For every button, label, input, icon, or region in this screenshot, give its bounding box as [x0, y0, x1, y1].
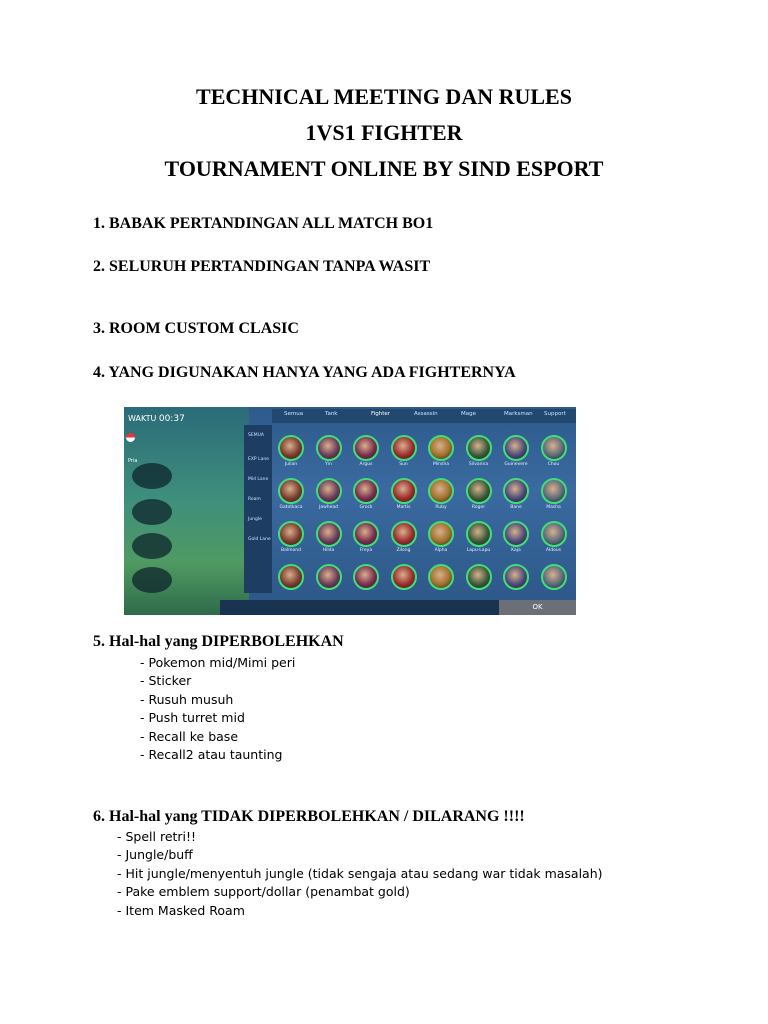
hero-portrait[interactable]	[428, 564, 454, 590]
hero-portrait[interactable]	[503, 435, 529, 461]
role-tab[interactable]: Tank	[325, 411, 338, 417]
hero-portrait[interactable]	[466, 435, 492, 461]
lane-filter[interactable]: EXP Lane	[248, 457, 269, 462]
rule-3: 3. ROOM CUSTOM CLASIC	[93, 320, 299, 337]
hero-name: Julian	[284, 462, 298, 467]
hero-name: Ruby	[435, 505, 447, 510]
list-item: - Item Masked Roam	[117, 902, 245, 918]
hero-name: Martis	[396, 505, 411, 510]
hero-portrait[interactable]	[503, 564, 529, 590]
hero-portrait[interactable]	[316, 478, 342, 504]
hero-name: Aldous	[545, 548, 562, 553]
hero-name: Hilda	[322, 548, 335, 553]
role-tab[interactable]: Support	[544, 411, 566, 417]
role-tab[interactable]: Marksman	[504, 411, 533, 417]
list-item: - Recall ke base	[140, 728, 239, 744]
player-name: Pria	[128, 458, 138, 464]
hero-portrait[interactable]	[353, 478, 379, 504]
hero-portrait[interactable]	[391, 478, 417, 504]
role-tab[interactable]: Mage	[461, 411, 476, 417]
hero-portrait[interactable]	[503, 521, 529, 547]
list-item: - Pake emblem support/dollar (penambat gold)	[117, 884, 410, 900]
hero-portrait[interactable]	[316, 564, 342, 590]
hero-name: Kaja	[511, 548, 521, 553]
hero-portrait[interactable]	[391, 435, 417, 461]
hero-name: Yin	[325, 462, 332, 467]
hero-portrait[interactable]	[428, 435, 454, 461]
hero-portrait[interactable]	[541, 564, 567, 590]
hero-name: Lapu-Lapu	[466, 548, 491, 553]
lane-filter[interactable]: Jungle	[248, 517, 262, 522]
hero-name: Guinevere	[504, 462, 528, 467]
rule-4: 4. YANG DIGUNAKAN HANYA YANG ADA FIGHTERNYA	[93, 364, 516, 381]
forbidden-list	[117, 828, 603, 920]
hero-name: Jawhead	[319, 505, 338, 510]
title-line-2: 1VS1 FIGHTER	[305, 120, 463, 145]
timer: WAKTU 00:37	[128, 414, 185, 424]
ok-button[interactable]: OK	[499, 600, 576, 615]
hero-portrait[interactable]	[316, 435, 342, 461]
hero-portrait[interactable]	[316, 521, 342, 547]
role-tab[interactable]: Fighter	[371, 411, 391, 417]
hero-portrait[interactable]	[503, 478, 529, 504]
list-item: - Rusuh musuh	[140, 691, 234, 707]
hero-name: Minsha	[433, 462, 449, 467]
hero-name: Freya	[359, 548, 373, 553]
rule-2: 2. SELURUH PERTANDINGAN TANPA WASIT	[93, 258, 431, 275]
hero-portrait[interactable]	[391, 564, 417, 590]
hero-portrait[interactable]	[353, 435, 379, 461]
hero-name: Zilong	[396, 548, 411, 553]
list-item: - Pokemon mid/Mimi peri	[140, 655, 296, 670]
hero-portrait[interactable]	[466, 478, 492, 504]
hero-portrait[interactable]	[428, 478, 454, 504]
list-item: - Push turret mid	[140, 710, 245, 726]
flag-icon	[126, 433, 135, 442]
lane-filter[interactable]: Mid Lane	[248, 477, 269, 482]
lane-sidebar	[244, 425, 272, 593]
hero-name: Gatotkaca	[279, 505, 303, 510]
hero-portrait[interactable]	[466, 521, 492, 547]
list-item: - Spell retri!!	[117, 829, 197, 844]
hero-name: Chou	[547, 462, 560, 467]
hero-portrait[interactable]	[278, 564, 304, 590]
section-5-heading: 5. Hal-hal yang DIPERBOLEHKAN	[93, 633, 344, 650]
hero-select-screenshot	[124, 407, 576, 615]
hero-portrait[interactable]	[541, 435, 567, 461]
hero-name: Masha	[546, 505, 561, 510]
hero-portrait[interactable]	[278, 435, 304, 461]
list-item: - Jungle/buff	[117, 847, 193, 863]
hero-portrait[interactable]	[278, 478, 304, 504]
hero-name: Grock	[359, 505, 373, 510]
hero-name: Argus	[359, 462, 373, 467]
hero-portrait[interactable]	[428, 521, 454, 547]
lane-filter[interactable]: SEMUA	[248, 433, 264, 438]
hero-name: Silvanna	[468, 462, 489, 467]
hero-name: Roger	[471, 505, 486, 510]
title-line-3: TOURNAMENT ONLINE BY SIND ESPORT	[164, 156, 604, 181]
list-item: - Sticker	[140, 673, 192, 689]
hero-name: Balmond	[281, 548, 301, 553]
hero-portrait[interactable]	[391, 521, 417, 547]
rule-1: 1. BABAK PERTANDINGAN ALL MATCH BO1	[93, 215, 434, 232]
hero-portrait[interactable]	[466, 564, 492, 590]
hero-name: Alpha	[434, 548, 448, 553]
hero-name: Bane	[510, 505, 522, 510]
team-panel	[124, 407, 249, 615]
hero-portrait[interactable]	[353, 564, 379, 590]
list-item: - Recall2 atau taunting	[140, 746, 283, 762]
lane-filter[interactable]: Roam	[248, 497, 261, 502]
hero-name: Sun	[399, 462, 408, 467]
list-item: - Hit jungle/menyentuh jungle (tidak sengaja atau sedang war tidak masalah)	[117, 865, 603, 881]
hero-portrait[interactable]	[541, 521, 567, 547]
hero-portrait[interactable]	[278, 521, 304, 547]
title-line-1: TECHNICAL MEETING DAN RULES	[196, 84, 572, 109]
section-6-heading: 6. Hal-hal yang TIDAK DIPERBOLEHKAN / DILARANG !!!!	[93, 808, 525, 825]
hero-portrait[interactable]	[353, 521, 379, 547]
hero-portrait[interactable]	[541, 478, 567, 504]
allowed-list	[140, 654, 295, 764]
role-tab[interactable]: Semua	[284, 411, 304, 417]
role-tab[interactable]: Assassin	[414, 411, 438, 417]
lane-filter[interactable]: Gold Lane	[248, 537, 271, 542]
